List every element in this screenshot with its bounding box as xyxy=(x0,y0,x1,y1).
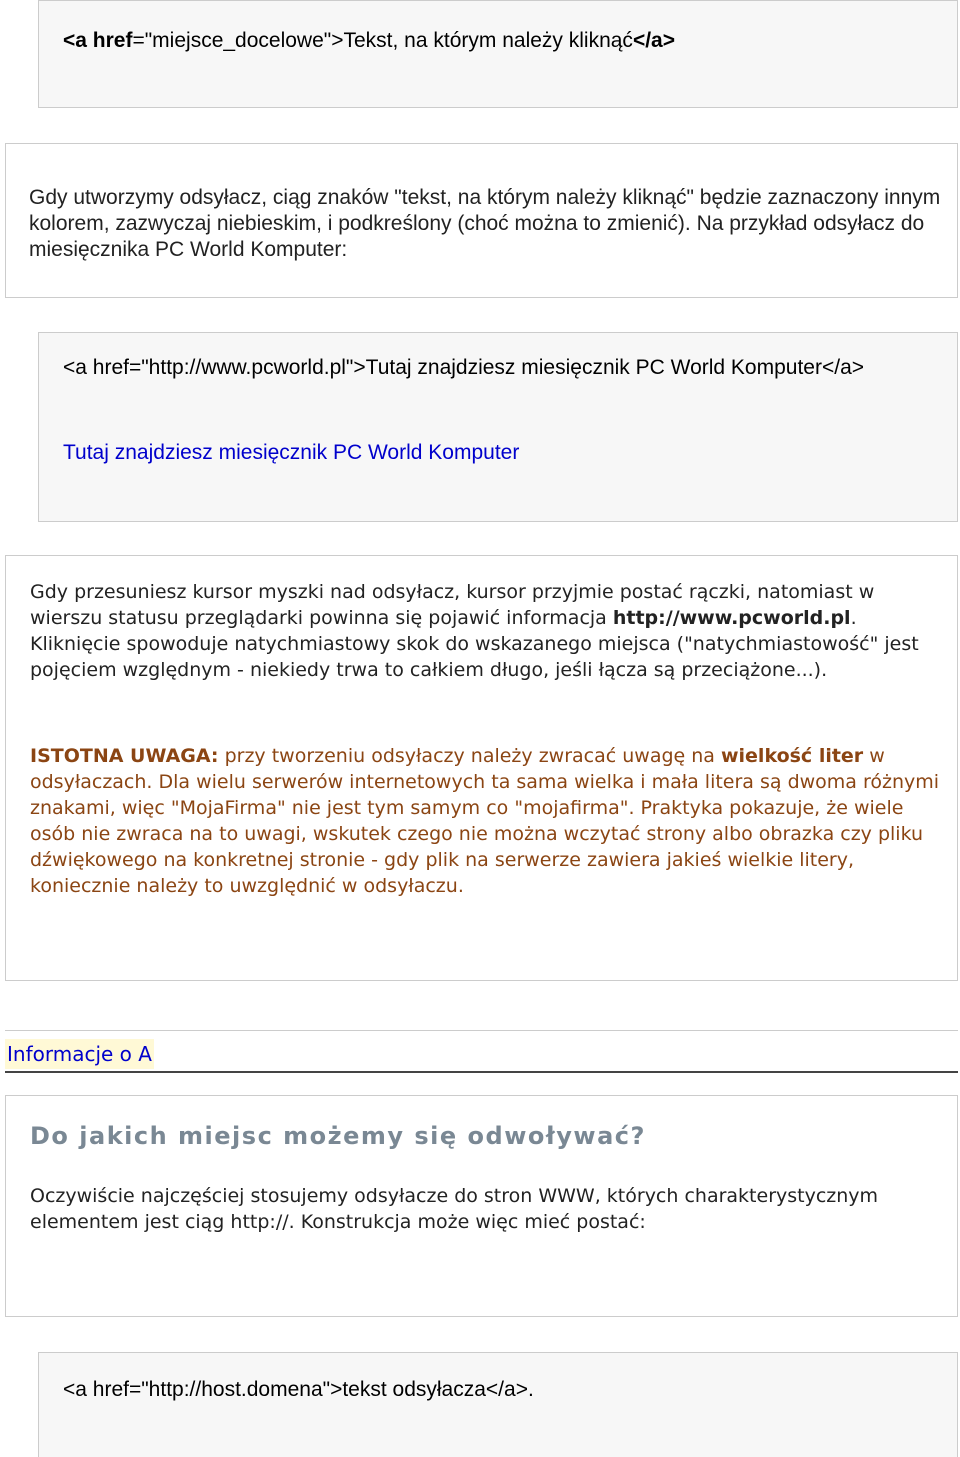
intro-paragraph: Gdy utworzymy odsyłacz, ciąg znaków "tekst, na którym należy kliknąć" będzie zaznaczony innym kolorem, zazwyczaj niebieskim, i podkreślony (choć można to zmienić). Na przykład odsyłacz do miesięcznika PC World Komputer: xyxy=(29,186,941,261)
section-heading: Do jakich miejsc możemy się odwoływać? xyxy=(30,1122,646,1150)
code-tag-open: <a xyxy=(63,29,93,52)
code-tag-close: </a> xyxy=(632,29,675,52)
important-note-text-1: przy tworzeniu odsyłaczy należy zwracać uwagę na xyxy=(218,745,721,767)
important-note-text-2: w odsyłaczach. Dla wielu serwerów internetowych ta sama wielka i mała litera są dwoma różnymi znakami, więc "MojaFirma" nie jest tym samym co "mojafirma". Praktyka pokazuje, że wiele osób nie zwraca na to uwagi, wskutek czego nie można wczytać strony albo obrazka czy pliku dźwiękowego na konkretnej stronie - gdy plik na serwerze zawiera jakieś wielkie litery, koniecznie należy to uwzględnić w odsyłaczu. xyxy=(30,745,940,897)
important-note-paragraph xyxy=(30,743,940,899)
cursor-text-before: Gdy przesuniesz kursor myszki nad odsyłacz, kursor przyjmie postać rączki, natomiast w wierszu statusu przeglądarki powinna się pojawić informacja xyxy=(30,581,875,629)
status-url: http://www.pcworld.pl xyxy=(612,607,851,629)
related-info-bar xyxy=(5,1030,958,1078)
intro-paragraph-box xyxy=(5,143,958,298)
code-attr-href: href xyxy=(92,29,133,52)
code-example-anchor xyxy=(63,27,675,54)
pcworld-example-box xyxy=(38,332,958,522)
related-info-link[interactable]: Informacje o A xyxy=(5,1039,154,1069)
important-note-emphasis: wielkość liter xyxy=(720,745,864,767)
cursor-text-after: . Kliknięcie spowoduje natychmiastowy skok do wskazanego miejsca ("natychmiastowość" jest pojęciem względnym - niekiedy trwa to całkiem długo, jeśli łącza są przeciążone...). xyxy=(30,607,919,681)
pcworld-code: <a href="http://www.pcworld.pl">Tutaj znajdziesz miesięcznik PC World Komputer</a> xyxy=(63,356,865,379)
explanation-box xyxy=(5,555,958,981)
code-example-box xyxy=(38,0,958,108)
important-note-label: ISTOTNA UWAGA: xyxy=(30,745,219,767)
related-info-divider xyxy=(5,1071,958,1073)
destinations-paragraph: Oczywiście najczęściej stosujemy odsyłacze do stron WWW, których charakterystycznym elementem jest ciąg http://. Konstrukcja może więc mieć postać: xyxy=(30,1185,879,1233)
code-attr-value: ="miejsce_docelowe">Tekst, na którym należy kliknąć xyxy=(132,29,633,52)
host-code: <a href="http://host.domena">tekst odsyłacza</a>. xyxy=(63,1378,534,1401)
pcworld-rendered-link[interactable]: Tutaj znajdziesz miesięcznik PC World Komputer xyxy=(63,441,520,464)
host-code-example-box xyxy=(38,1352,958,1457)
destinations-section-box xyxy=(5,1095,958,1317)
cursor-explanation-paragraph xyxy=(30,579,940,683)
